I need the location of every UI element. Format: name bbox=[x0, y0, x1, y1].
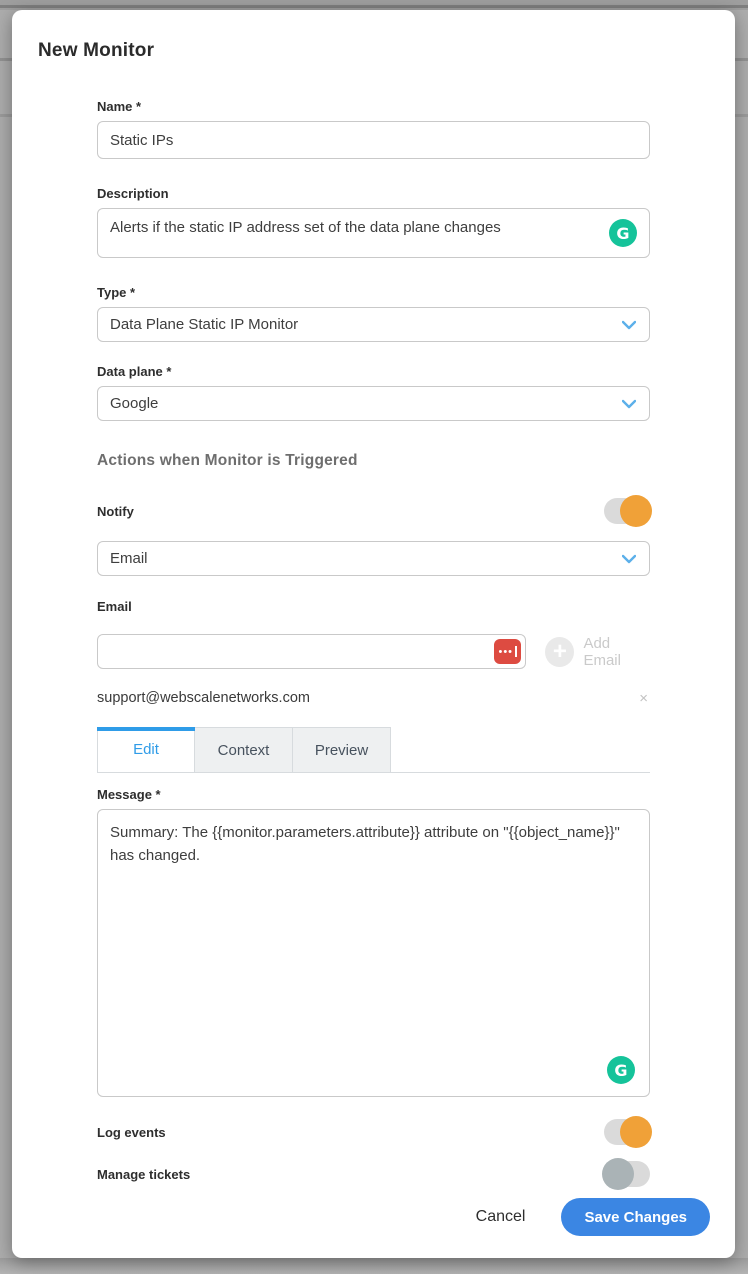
plus-icon: + bbox=[545, 637, 574, 667]
tab-edit[interactable] bbox=[97, 727, 195, 772]
modal-title: New Monitor bbox=[38, 40, 155, 61]
password-manager-icon[interactable] bbox=[494, 639, 521, 664]
cancel-button[interactable]: Cancel bbox=[475, 1208, 526, 1225]
save-changes-button[interactable]: Save Changes bbox=[561, 1198, 710, 1236]
notify-label: Notify bbox=[97, 503, 134, 519]
data-plane-select-value: Google bbox=[110, 395, 159, 412]
tab-label: Context bbox=[217, 741, 270, 759]
data-plane-label: Data plane * bbox=[97, 364, 172, 379]
remove-recipient-icon[interactable]: × bbox=[639, 689, 648, 707]
manage-tickets-label: Manage tickets bbox=[97, 1166, 191, 1182]
monitor-form bbox=[97, 99, 650, 1189]
notify-row bbox=[97, 496, 650, 526]
message-input[interactable] bbox=[98, 810, 649, 1096]
notify-toggle[interactable] bbox=[604, 498, 650, 524]
grammarly-icon[interactable]: G bbox=[609, 219, 637, 247]
description-input[interactable] bbox=[98, 209, 649, 257]
tab-label: Preview bbox=[314, 741, 369, 759]
toggle-knob bbox=[620, 1116, 652, 1148]
name-input[interactable] bbox=[97, 121, 650, 159]
toggle-knob bbox=[602, 1158, 634, 1190]
notification-channel-select[interactable] bbox=[97, 541, 650, 576]
description-label: Description bbox=[97, 186, 169, 201]
chevron-down-icon bbox=[622, 554, 636, 564]
tab-preview[interactable] bbox=[293, 727, 391, 772]
type-select[interactable] bbox=[97, 307, 650, 342]
tab-context[interactable] bbox=[195, 727, 293, 772]
log-events-row bbox=[97, 1117, 650, 1147]
actions-section-heading: Actions when Monitor is Triggered bbox=[97, 452, 358, 469]
add-email-label: Add Email bbox=[583, 634, 621, 669]
data-plane-select[interactable] bbox=[97, 386, 650, 421]
log-events-label: Log events bbox=[97, 1124, 166, 1140]
message-tabs bbox=[97, 727, 650, 773]
add-email-button[interactable] bbox=[545, 635, 650, 669]
email-input[interactable] bbox=[97, 634, 526, 669]
modal-footer bbox=[12, 1198, 735, 1236]
description-field-container bbox=[97, 208, 650, 258]
log-events-toggle[interactable] bbox=[604, 1119, 650, 1145]
chevron-down-icon bbox=[622, 320, 636, 330]
message-field-container bbox=[97, 809, 650, 1097]
dots-glyph: ••• bbox=[498, 645, 514, 658]
dimmed-page-background bbox=[0, 1258, 748, 1274]
type-label: Type * bbox=[97, 285, 136, 300]
cursor-bar bbox=[515, 646, 517, 657]
manage-tickets-toggle[interactable] bbox=[604, 1161, 650, 1187]
name-label: Name * bbox=[97, 99, 142, 114]
message-label: Message * bbox=[97, 787, 161, 802]
tab-label: Edit bbox=[133, 740, 159, 758]
toggle-knob bbox=[620, 495, 652, 527]
new-monitor-modal bbox=[12, 10, 735, 1258]
email-input-container bbox=[97, 634, 526, 669]
recipient-email: support@webscalenetworks.com bbox=[97, 690, 310, 706]
grammarly-icon[interactable]: G bbox=[607, 1056, 635, 1084]
chevron-down-icon bbox=[622, 399, 636, 409]
email-row bbox=[97, 634, 650, 669]
manage-tickets-row bbox=[97, 1159, 650, 1189]
email-label: Email bbox=[97, 599, 132, 614]
type-select-value: Data Plane Static IP Monitor bbox=[110, 316, 299, 333]
email-recipient-row bbox=[97, 690, 650, 706]
channel-select-value: Email bbox=[110, 550, 148, 567]
background-divider bbox=[0, 5, 748, 8]
